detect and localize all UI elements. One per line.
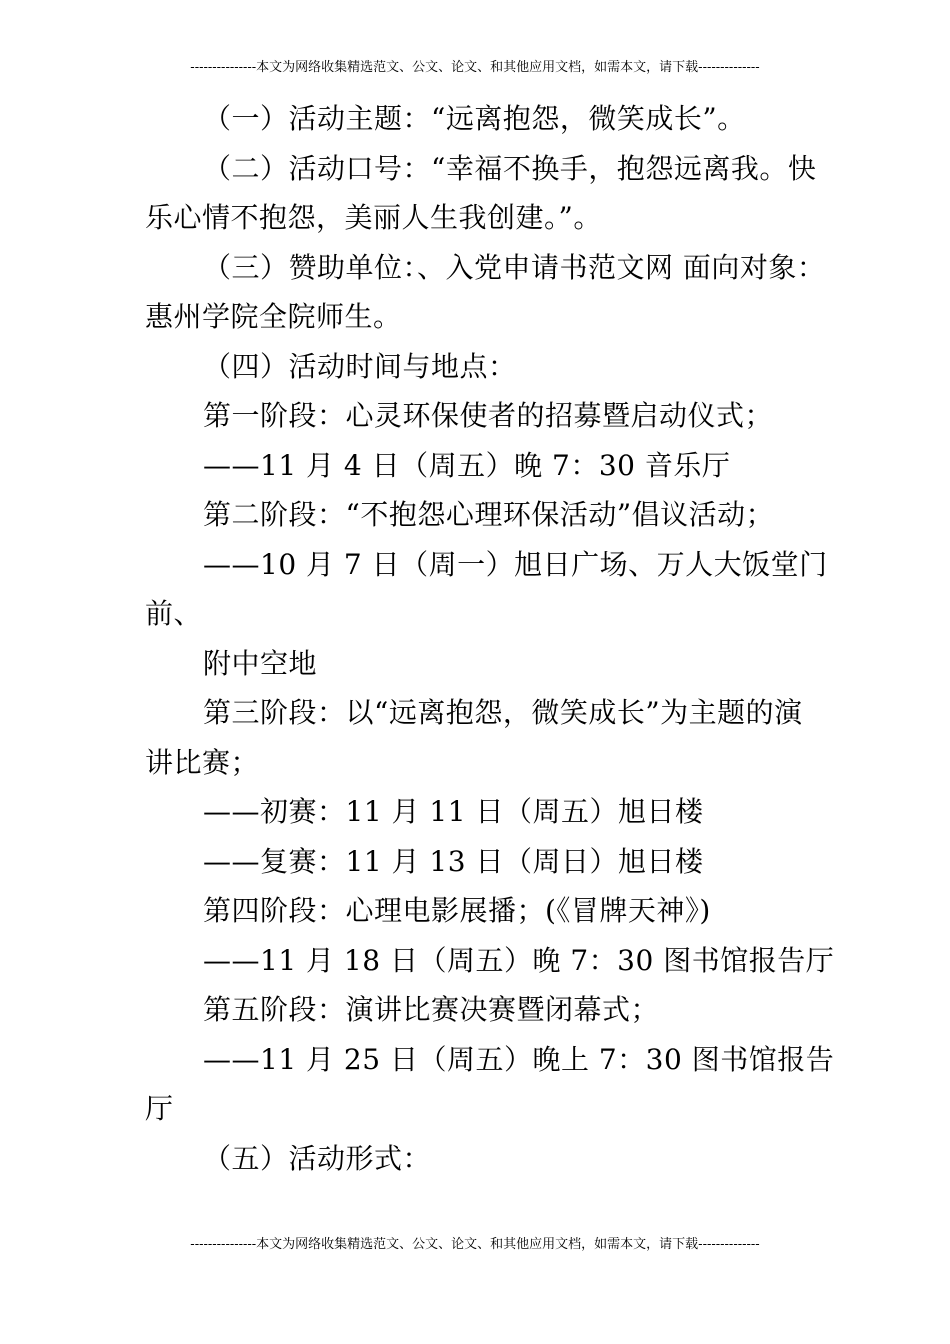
text-line: （一）活动主题：“远离抱怨，微笑成长”。 [203, 102, 746, 135]
text-line: ——11 月 18 日（周五）晚 7：30 图书馆报告厅 [203, 943, 835, 977]
text-line: 第四阶段：心理电影展播；(《冒牌天神》) [203, 894, 711, 927]
text-line: （三）赞助单位：、入党申请书范文网 面向对象： [203, 250, 826, 284]
text-line: 惠州学院全院师生。 [145, 300, 402, 333]
text-line: ——11 月 4 日（周五）晚 7：30 音乐厅 [203, 448, 731, 482]
text-line: 前、 [145, 597, 203, 630]
text-line: ——复赛：11 月 13 日（周日）旭日楼 [203, 844, 704, 878]
document-body [145, 94, 835, 1183]
text-line: ——初赛：11 月 11 日（周五）旭日楼 [203, 795, 704, 828]
text-line: （四）活动时间与地点： [203, 349, 517, 383]
text-line: 第一阶段：心灵环保使者的招募暨启动仪式； [203, 399, 774, 432]
footer-banner: ---------------本文为网络收集精选范文、公文、论文、和其他应用文档，如需本文，请下载-------------- [190, 1237, 760, 1252]
header-banner: ---------------本文为网络收集精选范文、公文、论文、和其他应用文档，如需本文，请下载-------------- [190, 60, 760, 75]
text-line: ——10 月 7 日（周一）旭日广场、万人大饭堂门 [203, 547, 828, 581]
text-line: （二）活动口号：“幸福不换手，抱怨远离我。快 [203, 151, 817, 185]
text-line: ——11 月 25 日（周五）晚上 7：30 图书馆报告 [203, 1042, 835, 1076]
text-line: 附中空地 [203, 646, 318, 680]
text-line: 第五阶段：演讲比赛决赛暨闭幕式； [203, 993, 660, 1026]
text-line: 第三阶段：以“远离抱怨，微笑成长”为主题的演 [203, 696, 803, 729]
text-line: 乐心情不抱怨，美丽人生我创建。”。 [145, 201, 602, 234]
text-line: 讲比赛； [145, 745, 260, 779]
text-line: （五）活动形式： [203, 1141, 432, 1175]
text-line: 第二阶段：“不抱怨心理环保活动”倡议活动； [203, 498, 775, 531]
text-line: 厅 [145, 1092, 174, 1125]
